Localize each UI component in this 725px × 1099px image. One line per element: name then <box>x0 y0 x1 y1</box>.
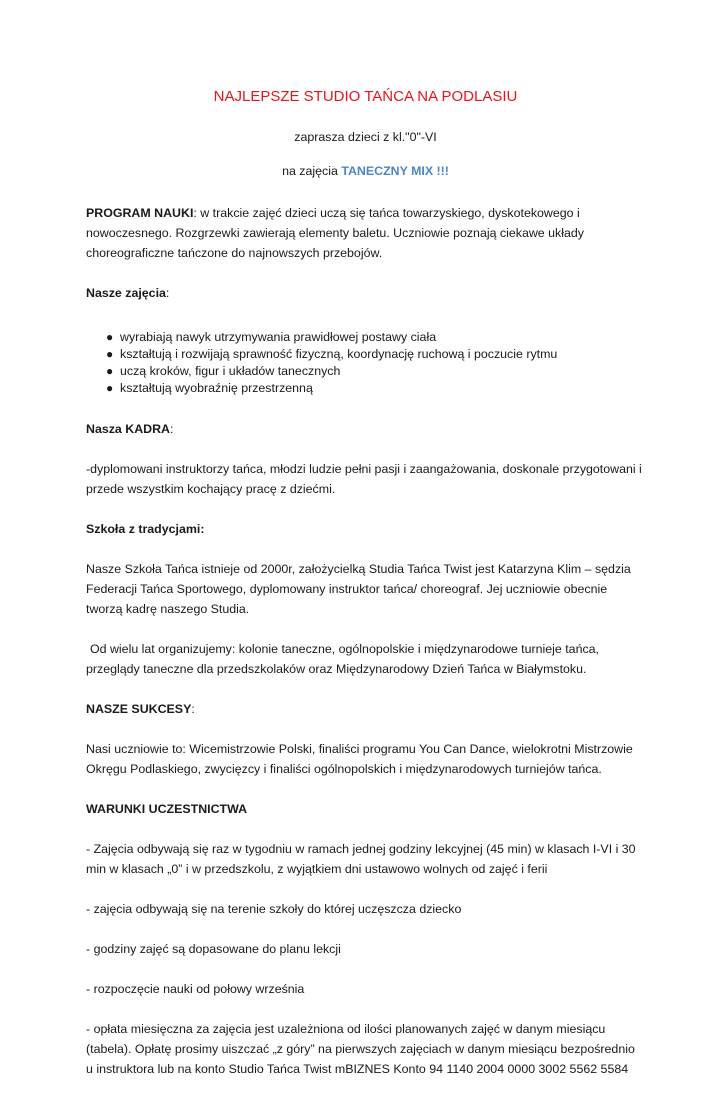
invite-line: zaprasza dzieci z kl."0"-VI <box>294 130 437 144</box>
condition-item: - godziny zajęć są dopasowane do planu lekcji <box>86 942 341 956</box>
success-heading: NASZE SUKCESY <box>86 702 192 716</box>
kadra-suffix: : <box>170 422 174 436</box>
document-content <box>86 88 645 1099</box>
classes-section-suffix: : <box>165 286 170 300</box>
conditions-heading: WARUNKI UCZESTNICTWA <box>86 802 248 816</box>
program-heading: PROGRAM NAUKI <box>86 206 194 220</box>
tradition-paragraph-2: Od wielu lat organizujemy: kolonie taneczne, ogólnopolskie i międzynarodowe turnieje tańca, przeglądy taneczne dla przedszkolaków oraz Międzynarodowy Dzień Tańca w Białymstoku. <box>86 642 599 676</box>
kadra-heading: Nasza KADRA <box>86 422 170 436</box>
bullet-icon: ● <box>106 347 114 361</box>
program-paragraph <box>86 203 645 263</box>
classes-list <box>86 329 645 397</box>
tradition-heading: Szkoła z tradycjami: <box>86 522 205 536</box>
tradition-paragraph-1: Nasze Szkoła Tańca istnieje od 2000r, założycielką Studia Tańca Twist jest Katarzyna Klim – sędzia Federacji Tańca Sportowego, dyplomowany instruktor tańca/ choreograf. Jej uczniowie obecnie tworzą kadrę naszego Studia. <box>86 562 631 616</box>
document-title: NAJLEPSZE STUDIO TAŃCA NA PODLASIU <box>213 88 518 105</box>
kadra-heading-line <box>86 419 645 439</box>
classes-section-heading: Nasze zajęcia <box>86 286 166 300</box>
bullet-icon: ● <box>106 381 114 395</box>
program-text: : w trakcie zajęć dzieci uczą się tańca towarzyskiego, dyskotekowego i nowoczesnego. Rozgrzewki zawierają elementy baletu. Uczniowie poznają ciekawe układy choreograficzne tańczone do najnowszych przebojów. <box>86 206 584 260</box>
classes-line <box>86 161 645 181</box>
condition-item: - zajęcia odbywają się na terenie szkoły do której uczęszcza dziecko <box>86 902 462 916</box>
success-heading-line <box>86 699 645 719</box>
condition-item: - rozpoczęcie nauki od połowy września <box>86 982 305 996</box>
success-suffix: : <box>191 702 195 716</box>
classes-section-heading-line <box>86 283 645 303</box>
list-item: ● kształtują wyobraźnię przestrzenną <box>106 381 313 395</box>
list-item: ● wyrabiają nawyk utrzymywania prawidłowej postawy ciała <box>106 330 437 344</box>
bullet-icon: ● <box>106 330 114 344</box>
list-item: ● kształtują i rozwijają sprawność fizyczną, koordynację ruchową i poczucie rytmu <box>106 347 558 361</box>
list-item: ● uczą kroków, figur i układów tanecznych <box>106 364 341 378</box>
classes-name: TANECZNY MIX !!! <box>341 164 449 178</box>
condition-item: - Zajęcia odbywają się raz w tygodniu w ramach jednej godziny lekcyjnej (45 min) w klasach I-VI i 30 min w klasach „0” i w przedszkolu, z wyjątkiem dni ustawowo wolnych od zajęć i ferii <box>86 842 636 876</box>
bullet-icon: ● <box>106 364 114 378</box>
classes-prefix: na zajęcia <box>282 164 342 178</box>
kadra-paragraph: -dyplomowani instruktorzy tańca, młodzi ludzie pełni pasji i zaangażowania, doskonale przygotowani i przede wszystkim kochający pracę z dziećmi. <box>86 462 642 496</box>
success-paragraph: Nasi uczniowie to: Wicemistrzowie Polski, finaliści programu You Can Dance, wielokrotni Mistrzowie Okręgu Podlaskiego, zwycięzcy i finaliści ogólnopolskich i międzynarodowych turniejów tańca. <box>86 742 633 776</box>
condition-item: - opłata miesięczna za zajęcia jest uzależniona od ilości planowanych zajęć w danym miesiącu (tabela). Opłatę prosimy uiszczać „z góry” na pierwszych zajęciach w danym miesiącu bezpośrednio u instruktora lub na konto Studio Tańca Twist mBIZNES Konto 94 1140 2004 0000 3002 5562 5584 <box>86 1022 635 1076</box>
